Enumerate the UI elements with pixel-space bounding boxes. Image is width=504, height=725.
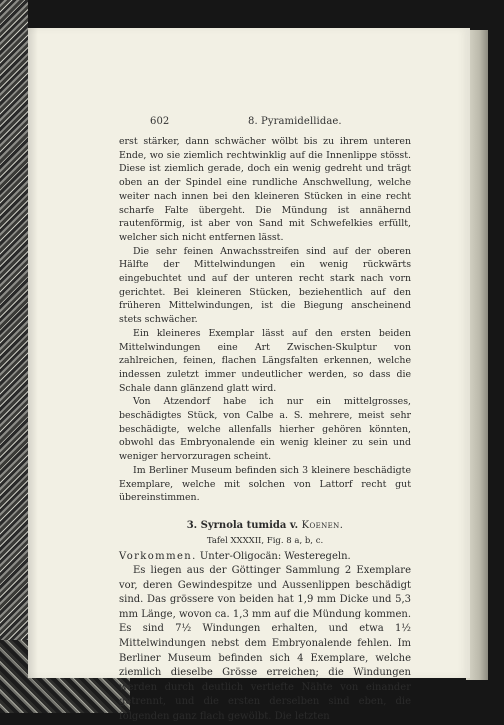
page-number: 602 — [150, 116, 170, 127]
gutter-shadow — [28, 28, 38, 678]
species-name: 3. Syrnola tumida v. — [186, 519, 299, 531]
plate-reference: Tafel XXXXII, Fig. 8 a, b, c. — [206, 535, 324, 546]
species-author: Koenen. — [301, 519, 344, 531]
page-body — [119, 135, 411, 725]
paragraph: Es liegen aus der Göttinger Sammlung 2 Exemplare vor, deren Gewindespitze und Aussenlippen beschädigt sind. Das grössere von beiden hat 1,9 mm Dicke und 5,3 mm Länge, wovon ca. 1,3 mm auf die Mündung kommen. Es sind 7½ Windungen erhalten, und etwa 1½ Mittelwindungen nebst dem Embryonalende fehlen. Im Berliner Museum befinden sich 4 Exemplare, welche ziemlich dieselbe Grösse erreichen; die Windungen werden durch deutlich vertiefte Nähte von einander getrennt, und die ersten derselben sind eben, die folgenden ganz flach gewölbt. Die letzten — [119, 564, 411, 722]
paragraph: Ein kleineres Exemplar lässt auf den ersten beiden Mittelwindungen eine Art Zwischen-Skulptur von zahlreichen, feinen, flachen Längsfalten erkennen, welche indessen zuletzt immer undeutlicher werden, so dass die Schale dann glänzend glatt wird. — [119, 327, 411, 394]
species-heading — [119, 519, 411, 532]
paragraph: Von Atzendorf habe ich nur ein mittelgrosses, beschädigtes Stück, von Calbe a. S. mehrere, meist sehr beschädigte, welche allenfalls hierher gehören könnten, obwohl das Embryonalende ein wenig kleiner zu sein und weniger hervorzuragen scheint. — [119, 396, 411, 463]
paragraph: Im Berliner Museum befinden sich 3 kleinere beschädigte Exemplare, welche mit solchen von Lattorf recht gut übereinstimmen. — [119, 464, 411, 504]
occurrence-text: Unter-Oligocän: Westeregeln. — [199, 550, 351, 562]
occurrence-line — [119, 550, 411, 564]
paragraph: Die sehr feinen Anwachsstreifen sind auf der oberen Hälfte der Mittelwindungen ein wenig rückwärts eingebuchtet und auf der unteren recht stark nach vorn gerichtet. Bei kleineren Stücken, beziehentlich auf den früheren Mittelwindungen, ist die Biegung anscheinend stets schwächer. — [119, 245, 411, 326]
running-title: 8. Pyramidellidae. — [248, 116, 342, 127]
paragraph: erst stärker, dann schwächer wölbt bis zu ihrem unteren Ende, wo sie ziemlich rechtwinklig auf die Innenlippe stösst. Diese ist ziemlich gerade, doch ein wenig gedreht und trägt oben an der Spindel eine rundliche Anschwellung, welche weiter nach innen bei den kleineren Stücken in eine recht scharfe Falte übergeht. Die Mündung ist annähernd rautenförmig, ist aber von Sand mit Schwefelkies erfüllt, welcher sich nicht entfernen lässt. — [119, 136, 411, 243]
occurrence-label: Vorkommen. — [119, 550, 197, 562]
book-binding — [0, 0, 28, 713]
